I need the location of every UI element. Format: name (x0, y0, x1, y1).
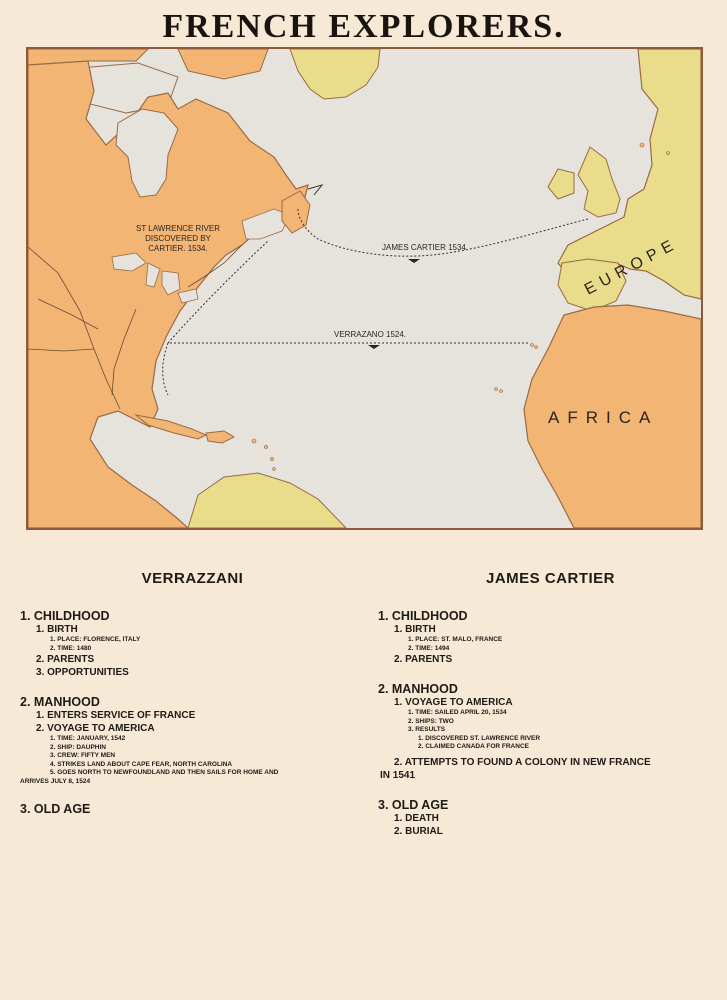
cartier-heading: JAMES CARTIER (485, 570, 615, 587)
outline-section: 1. CHILDHOOD (20, 609, 110, 623)
outline-detail: 2. SHIPS: TWO (408, 717, 454, 725)
outline-detail: 2. TIME: 1480 (50, 644, 92, 652)
outline-detail: 1. DISCOVERED ST. LAWRENCE RIVER (418, 734, 541, 742)
cartier-column (378, 570, 723, 838)
outline-item: 2. VOYAGE TO AMERICA (36, 723, 155, 734)
outline-item: 1. DEATH (394, 812, 439, 824)
outline-detail: 1. TIME: SAILED APRIL 20, 1534 (408, 709, 507, 716)
outline-detail: 2. TIME: 1494 (408, 644, 450, 652)
outline-detail: 2. SHIP: DAUPHIN (50, 743, 106, 751)
africa-label: AFRICA (548, 408, 659, 427)
outline-item: 1. BIRTH (394, 624, 436, 635)
st-lawrence-label-3: CARTIER. 1534. (148, 244, 208, 253)
outline-item: 1. BIRTH (36, 624, 78, 635)
map-canvas (28, 49, 701, 528)
st-lawrence-label-1: ST LAWRENCE RIVER (135, 224, 221, 233)
outline-item: 3. OPPORTUNITIES (36, 667, 129, 678)
outline-detail: ARRIVES JULY 8, 1524 (20, 777, 91, 785)
outline-detail: 2. CLAIMED CANADA FOR FRANCE (418, 743, 529, 750)
verrazzani-heading: VERRAZZANI (141, 570, 244, 587)
outline-section: 2. MANHOOD (20, 695, 100, 709)
outline-detail: 4. STRIKES LAND ABOUT CAPE FEAR, NORTH CAROLINA (50, 760, 233, 768)
outline-detail: 5. GOES NORTH TO NEWFOUNDLAND AND THEN SAILS FOR HOME AND (50, 769, 279, 776)
outline-item: 2. ATTEMPTS TO FOUND A COLONY IN NEW FRANCE (394, 756, 651, 768)
cartier-route-label: JAMES CARTIER 1534. (382, 243, 469, 252)
outline-section: 3. OLD AGE (20, 802, 91, 816)
verrazano-route-label: VERRAZANO 1524. (334, 330, 407, 339)
map (26, 47, 703, 530)
outline-item: 1. ENTERS SERVICE OF FRANCE (36, 710, 196, 721)
outline-section: 3. OLD AGE (378, 797, 449, 812)
outline-detail: 1. PLACE: FLORENCE, ITALY (50, 636, 141, 643)
europe-label: EUROPE (581, 234, 682, 299)
st-lawrence-label-2: DISCOVERED BY (145, 234, 211, 243)
outline-item: 2. PARENTS (36, 654, 95, 665)
outline-section: 1. CHILDHOOD (378, 609, 468, 623)
outline-detail: 3. CREW: FIFTY MEN (50, 752, 116, 759)
outline-item: 1. VOYAGE TO AMERICA (394, 697, 513, 708)
outline-section: 2. MANHOOD (378, 682, 458, 696)
outline-detail: 1. PLACE: ST. MALO, FRANCE (408, 636, 503, 643)
outline-item: 2. BURIAL (394, 825, 443, 837)
outline-item: IN 1541 (380, 769, 416, 781)
page-title: FRENCH EXPLORERS. (162, 8, 565, 45)
outline-detail: 1. TIME: JANUARY, 1542 (50, 735, 126, 742)
verrazzani-column (20, 570, 365, 816)
outline-item: 2. PARENTS (394, 654, 453, 665)
outline-detail: 3. RESULTS (408, 726, 446, 733)
